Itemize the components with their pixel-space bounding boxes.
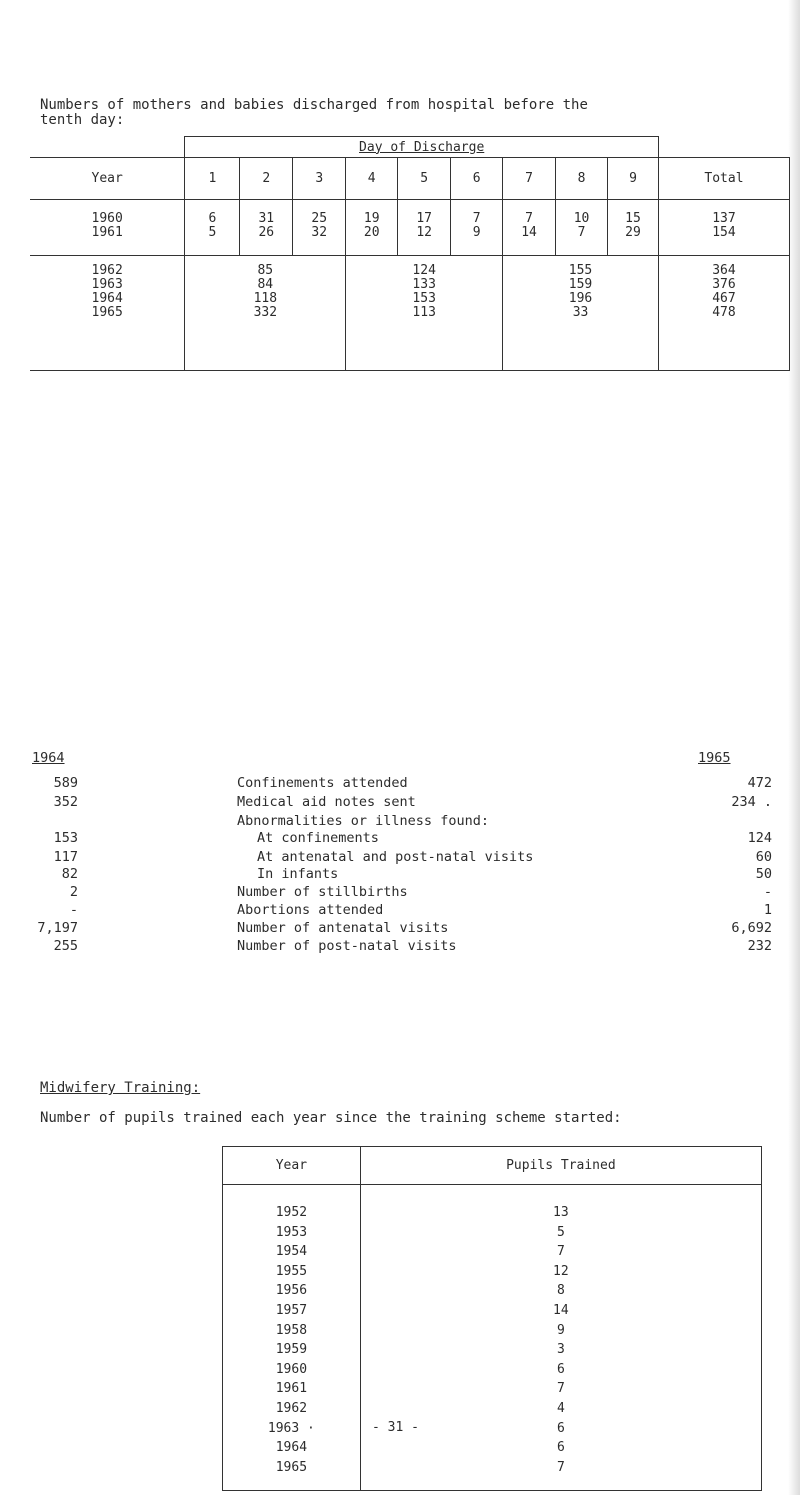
- value-1965: 232: [747, 938, 772, 954]
- discharge-column-header-row: [30, 158, 790, 200]
- page-heading: Numbers of mothers and babies discharged from hospital before the tenth day:: [40, 97, 588, 128]
- pupils-cell: 6: [556, 1420, 565, 1436]
- value-1965: -: [763, 884, 772, 900]
- year-header: Year: [30, 158, 185, 200]
- pupils-header-row: [223, 1147, 762, 1185]
- year-cell: 1958: [275, 1322, 308, 1338]
- value-1964: 7,197: [37, 920, 78, 936]
- stats-row: [32, 813, 772, 830]
- day4-cell: 19 20: [346, 200, 398, 256]
- stats-label: Number of antenatal visits: [237, 920, 449, 936]
- stats-row: [32, 884, 772, 901]
- value-1964: -: [69, 902, 78, 918]
- stats-label: In infants: [257, 866, 339, 882]
- day-of-discharge-header: Day of Discharge: [359, 139, 485, 155]
- year-cell: 1964: [275, 1440, 308, 1456]
- pupils-cell: 7: [556, 1381, 565, 1397]
- day9-cell: 15 29: [608, 200, 659, 256]
- value-1965: 6,692: [731, 920, 772, 936]
- discharge-table: [30, 136, 790, 371]
- year-cell: 1954: [275, 1244, 308, 1260]
- pupils-cell: 4: [556, 1400, 565, 1416]
- pupils-cell: 12: [553, 1263, 569, 1279]
- year-cell: 1962: [275, 1400, 308, 1416]
- year-cell: 1961: [275, 1381, 308, 1397]
- year-cell: 1959: [275, 1342, 308, 1358]
- value-1965: 124: [747, 830, 772, 846]
- pupils-cell: 9: [556, 1322, 565, 1338]
- day-header: 6: [451, 158, 503, 200]
- year-cell-group: 1962 1963 1964 1965: [30, 256, 185, 371]
- day-header: 9: [608, 158, 659, 200]
- value-1965: 60: [755, 849, 772, 865]
- year-cell: 1953: [275, 1224, 308, 1240]
- stats-row: [32, 866, 772, 883]
- stats-row: [32, 794, 772, 811]
- stats-label: Number of post-natal visits: [237, 938, 457, 954]
- page-number: - 31 -: [372, 1420, 419, 1435]
- stats-row: [32, 920, 772, 937]
- stats-label: At confinements: [257, 830, 379, 846]
- pupils-trained-table: [222, 1146, 762, 1491]
- value-1964: 589: [53, 775, 78, 791]
- daily-rows: [30, 200, 790, 256]
- day-header: 3: [293, 158, 346, 200]
- day1-cell: 6 5: [185, 200, 240, 256]
- value-1965: 234 .: [731, 794, 772, 810]
- day-header: 8: [556, 158, 608, 200]
- day3-cell: 25 32: [293, 200, 346, 256]
- pupils-cell: 3: [556, 1342, 565, 1358]
- day5-cell: 17 12: [398, 200, 451, 256]
- pupils-column: [360, 1185, 761, 1491]
- pupils-cell: 6: [556, 1361, 565, 1377]
- stats-row: [32, 830, 772, 847]
- year-1965-header: 1965: [698, 750, 731, 766]
- stats-label: At antenatal and post-natal visits: [257, 849, 534, 865]
- pupils-cell: 7: [556, 1459, 565, 1475]
- day-header: 5: [398, 158, 451, 200]
- stats-label: Confinements attended: [237, 775, 408, 791]
- year-cell: 1952: [275, 1205, 308, 1220]
- midwifery-description: Number of pupils trained each year since the training scheme started:: [40, 1110, 622, 1126]
- pupils-cell: 7: [556, 1244, 565, 1260]
- years-column: [223, 1185, 361, 1491]
- pupils-body-row: [223, 1185, 762, 1491]
- day8-cell: 10 7: [556, 200, 608, 256]
- value-1965: 1: [763, 902, 772, 918]
- value-1965: 50: [755, 866, 772, 882]
- day-header: 1: [185, 158, 240, 200]
- midwifery-training-title: Midwifery Training:: [40, 1080, 201, 1096]
- stats-label: Medical aid notes sent: [237, 794, 416, 810]
- year-cell: 1965: [275, 1459, 308, 1475]
- value-1965: 472: [747, 775, 772, 791]
- day6-cell: 7 9: [451, 200, 503, 256]
- day2-cell: 31 26: [240, 200, 293, 256]
- stats-row: [32, 902, 772, 919]
- pupils-cell: 6: [556, 1440, 565, 1456]
- year-cell-group: 1960 1961: [30, 200, 185, 256]
- stats-row: [32, 775, 772, 792]
- discharge-group-header-row: [30, 137, 790, 158]
- days-4-6-group-cell: 124 133 153 113: [346, 256, 503, 371]
- year-header: Year: [223, 1147, 361, 1185]
- value-1964: 117: [53, 849, 78, 865]
- pupils-cell: 8: [556, 1283, 565, 1299]
- value-1964: 352: [53, 794, 78, 810]
- year-cell: 1957: [275, 1302, 308, 1318]
- stats-label: Abortions attended: [237, 902, 384, 918]
- value-1964: 255: [53, 938, 78, 954]
- days-7-9-group-cell: 155 159 196 33: [503, 256, 659, 371]
- year-cell: 1960: [275, 1361, 308, 1377]
- value-1964: 82: [61, 866, 78, 882]
- pupils-cell: 13: [553, 1205, 569, 1220]
- pupils-trained-header: Pupils Trained: [360, 1147, 761, 1185]
- year-cell: 1955: [275, 1263, 308, 1279]
- stats-label: Abnormalities or illness found:: [237, 813, 489, 829]
- day-header: 4: [346, 158, 398, 200]
- day-header: 2: [240, 158, 293, 200]
- year-cell: 1956: [275, 1283, 308, 1299]
- day7-cell: 7 14: [503, 200, 556, 256]
- year-cell: 1963 ·: [267, 1420, 315, 1436]
- pupils-cell: 14: [553, 1302, 569, 1318]
- year-1964-header: 1964: [32, 750, 65, 766]
- day-header: 7: [503, 158, 556, 200]
- stats-label: Number of stillbirths: [237, 884, 408, 900]
- stats-row: [32, 849, 772, 866]
- value-1964: 2: [69, 884, 78, 900]
- stats-row: [32, 938, 772, 955]
- grouped-rows: [30, 256, 790, 371]
- grouped-total-cell: 364 376 467 478: [658, 256, 789, 371]
- total-header: Total: [658, 158, 789, 200]
- days-1-3-group-cell: 85 84 118 332: [185, 256, 346, 371]
- total-cell: 137 154: [658, 200, 789, 256]
- pupils-cell: 5: [556, 1224, 565, 1240]
- value-1964: 153: [53, 830, 78, 846]
